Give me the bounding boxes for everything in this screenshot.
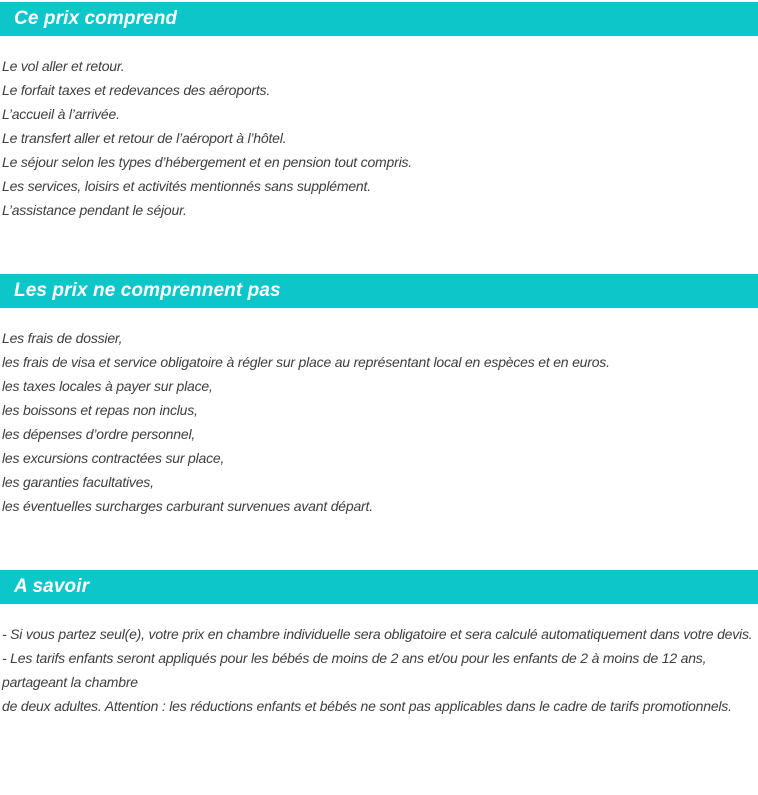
section-price-includes-content [0,36,758,222]
text-line: de deux adultes. Attention : les réductions enfants et bébés ne sont pas applicables dans le cadre de tarifs promotionnels. [2,698,732,714]
section-good-to-know-header [0,570,758,604]
section-good-to-know [0,570,758,718]
text-line: les taxes locales à payer sur place, [2,378,213,394]
text-line: Les frais de dossier, [2,330,123,346]
section-price-excludes-title: Les prix ne comprennent pas [14,280,281,301]
section-good-to-know-content [0,604,758,718]
text-line: les garanties facultatives, [2,474,154,490]
text-line: Les services, loisirs et activités mentionnés sans supplément. [2,178,371,194]
section-price-excludes-content [0,308,758,518]
text-line: Le transfert aller et retour de l’aéroport à l’hôtel. [2,130,287,146]
section-price-excludes-header [0,274,758,308]
text-line: - Les tarifs enfants seront appliqués pour les bébés de moins de 2 ans et/ou pour les enfants de 2 à moins de 12 ans, partageant la chambre [2,650,707,690]
text-line: - Si vous partez seul(e), votre prix en chambre individuelle sera obligatoire et sera calculé automatiquement dans votre devis. [2,626,753,642]
text-line: Le vol aller et retour. [2,58,125,74]
text-line: les dépenses d’ordre personnel, [2,426,196,442]
section-price-includes-title: Ce prix comprend [14,8,178,29]
text-line: les excursions contractées sur place, [2,450,225,466]
text-line: les éventuelles surcharges carburant survenues avant départ. [2,498,373,514]
text-line: L’assistance pendant le séjour. [2,202,187,218]
text-line: L’accueil à l’arrivée. [2,106,120,122]
text-line: Le forfait taxes et redevances des aéroports. [2,82,271,98]
section-price-includes-header [0,2,758,36]
text-line: Le séjour selon les types d’hébergement et en pension tout compris. [2,154,412,170]
section-price-excludes [0,274,758,518]
section-price-includes [0,2,758,222]
price-info-page [0,2,758,718]
section-good-to-know-title: A savoir [14,576,90,597]
text-line: les frais de visa et service obligatoire à régler sur place au représentant local en espèces et en euros. [2,354,610,370]
text-line: les boissons et repas non inclus, [2,402,198,418]
